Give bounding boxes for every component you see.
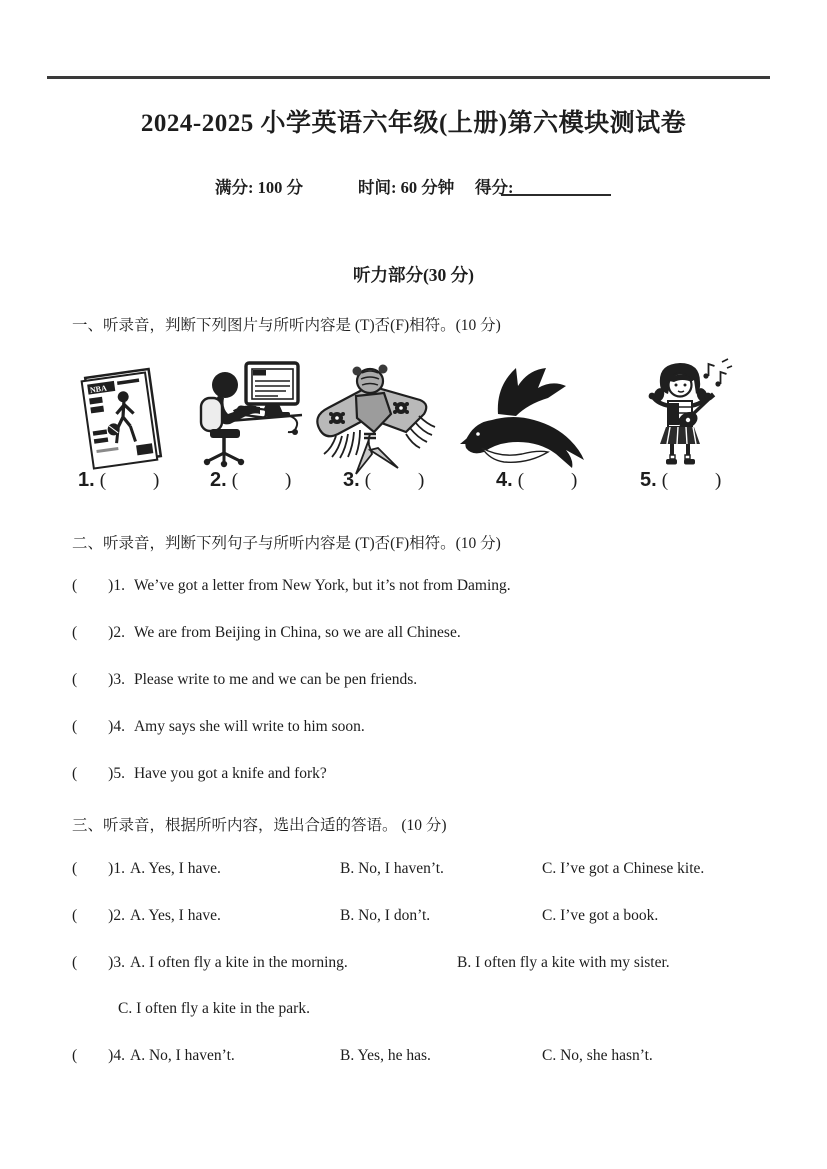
answer-parentheses[interactable]: ( )2. xyxy=(72,907,125,924)
answer-parentheses[interactable]: ( )3. xyxy=(72,671,125,688)
tf-question-4 xyxy=(72,718,365,736)
answer-blank-5 xyxy=(640,469,722,492)
answer-parentheses[interactable]: ( )4. xyxy=(72,718,125,735)
option-c: C. I’ve got a Chinese kite. xyxy=(542,860,705,877)
answer-blank-1 xyxy=(78,469,160,492)
tf-question-2 xyxy=(72,624,461,642)
mc-question-2 xyxy=(0,907,827,929)
magazine-masthead-text: NBA xyxy=(89,383,108,395)
option-c: C. I’ve got a book. xyxy=(542,907,659,924)
mc-question-3-option-c: C. I often fly a kite in the park. xyxy=(118,1000,310,1017)
option-a: A. Yes, I have. xyxy=(130,860,221,877)
listening-part-heading: 听力部分(30 分) xyxy=(352,265,475,285)
flying-swallow-bird-image xyxy=(458,364,596,470)
answer-parentheses[interactable]: ( )2. xyxy=(72,624,125,641)
answer-parentheses[interactable]: ( )3. xyxy=(72,954,125,971)
question-text: Amy says she will write to him soon. xyxy=(133,718,365,735)
mc-question-3 xyxy=(0,954,827,976)
music-notes xyxy=(703,359,732,387)
option-a: A. No, I haven’t. xyxy=(130,1047,235,1064)
answer-parentheses[interactable]: ( ) xyxy=(364,470,426,491)
kite-flower-left xyxy=(329,412,345,424)
option-a: A. I often fly a kite in the morning. xyxy=(130,954,348,971)
section-two-prompt: 二、听录音，判断下列句子与所听内容是 (T)否(F)相符。(10 分) xyxy=(72,535,501,552)
score-blank-line[interactable] xyxy=(501,173,611,196)
section-one-answers xyxy=(0,469,827,503)
answer-parentheses[interactable]: ( ) xyxy=(99,470,161,491)
boy-using-computer-image xyxy=(194,358,304,470)
question-text: Have you got a knife and fork? xyxy=(133,765,327,782)
chinese-swallow-kite-image xyxy=(306,356,436,480)
figure-number: 5. xyxy=(640,469,657,491)
kite-flower-right xyxy=(393,402,409,414)
header-rule xyxy=(47,76,770,79)
section-one-figures xyxy=(0,356,827,478)
meta-line xyxy=(0,174,827,200)
question-text: Please write to me and we can be pen friends. xyxy=(133,671,418,688)
option-b: B. No, I don’t. xyxy=(340,907,431,924)
mc-question-1 xyxy=(0,860,827,882)
option-b: B. I often fly a kite with my sister. xyxy=(457,954,670,971)
tf-question-1 xyxy=(72,577,511,595)
tf-question-3 xyxy=(72,671,417,689)
answer-parentheses[interactable]: ( )4. xyxy=(72,1047,125,1064)
option-c: C. No, she hasn’t. xyxy=(542,1047,653,1064)
question-text: We’ve got a letter from New York, but it’s not from Daming. xyxy=(133,577,511,594)
answer-parentheses[interactable]: ( )1. xyxy=(72,860,125,877)
option-b: B. Yes, he has. xyxy=(340,1047,431,1064)
score-label: 得分: xyxy=(475,178,514,197)
figure-number: 2. xyxy=(210,469,227,491)
option-b: B. No, I haven’t. xyxy=(340,860,444,877)
nba-sports-magazine-image xyxy=(72,364,174,470)
answer-parentheses[interactable]: ( ) xyxy=(231,470,293,491)
time-label: 时间: 60 分钟 xyxy=(358,178,455,197)
answer-parentheses[interactable]: ( ) xyxy=(517,470,579,491)
answer-parentheses[interactable]: ( )5. xyxy=(72,765,125,782)
girl-playing-guitar-image xyxy=(630,356,736,478)
mc-question-4 xyxy=(0,1047,827,1069)
figure-number: 3. xyxy=(343,469,360,491)
page-title: 2024-2025 小学英语六年级(上册)第六模块测试卷 xyxy=(140,110,687,137)
answer-blank-3 xyxy=(343,469,425,492)
answer-blank-4 xyxy=(496,469,578,492)
question-text: We are from Beijing in China, so we are all Chinese. xyxy=(133,624,461,641)
figure-number: 4. xyxy=(496,469,513,491)
answer-blank-2 xyxy=(210,469,292,492)
answer-parentheses[interactable]: ( )1. xyxy=(72,577,125,594)
section-one-prompt: 一、听录音，判断下列图片与所听内容是 (T)否(F)相符。(10 分) xyxy=(72,317,501,334)
section-three-prompt: 三、听录音，根据所听内容，选出合适的答语。 (10 分) xyxy=(72,817,447,834)
option-a: A. Yes, I have. xyxy=(130,907,221,924)
full-score-label: 满分: 100 分 xyxy=(215,178,303,197)
answer-parentheses[interactable]: ( ) xyxy=(661,470,723,491)
figure-number: 1. xyxy=(78,469,95,491)
tf-question-5 xyxy=(72,765,327,783)
